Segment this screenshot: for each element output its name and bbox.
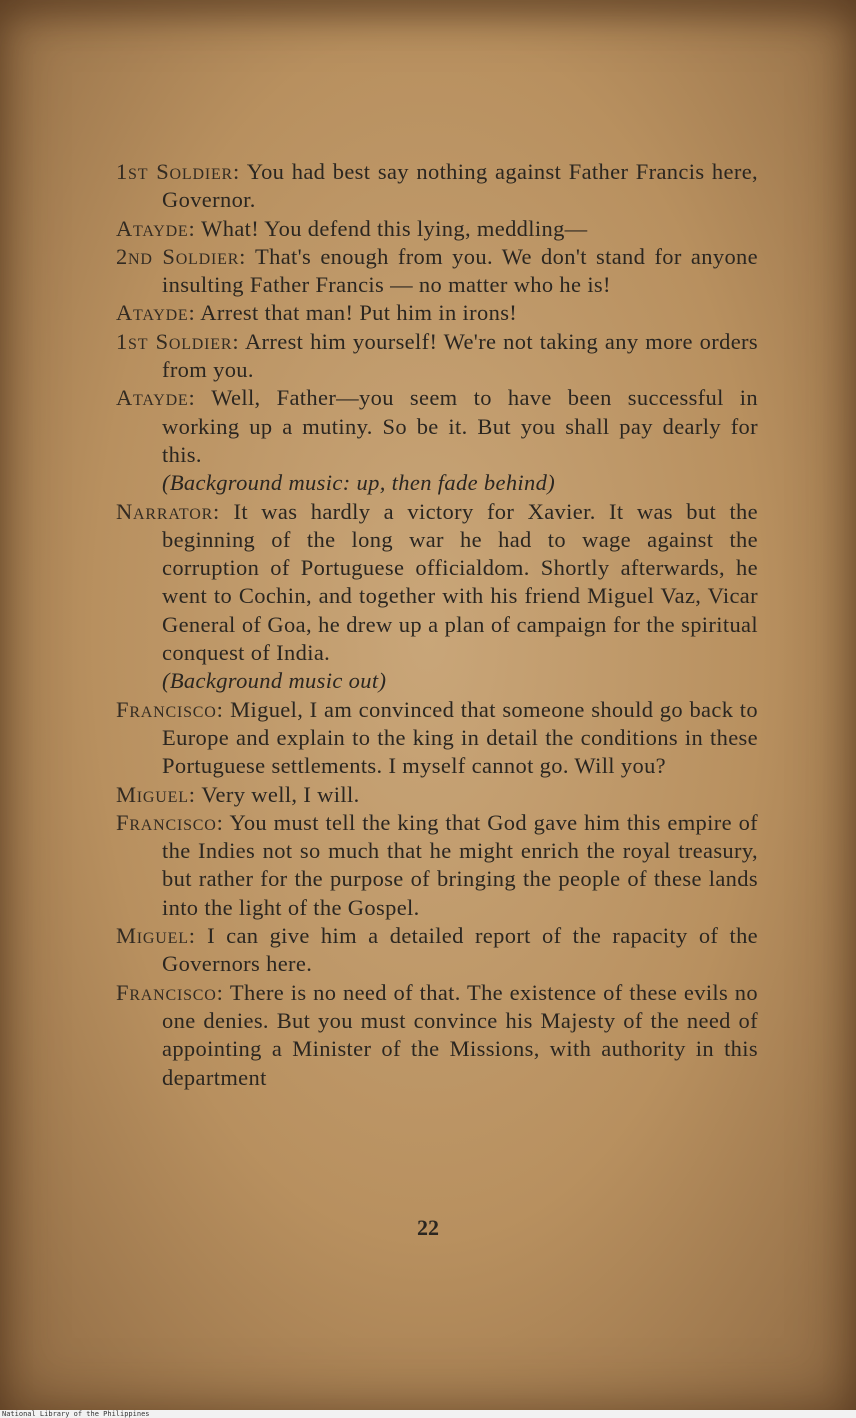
dialogue-line [116, 809, 758, 922]
dialogue-text: You had best say nothing against Father Francis here, Governor. [162, 159, 759, 213]
speaker-name: Atayde: [116, 300, 196, 326]
speaker-name: Miguel: [116, 781, 196, 807]
dialogue-line [116, 696, 758, 781]
play-script-text [116, 158, 758, 1092]
dialogue-text: Arrest him yourself! We're not taking any more orders from you. [162, 328, 758, 383]
speaker-name: Miguel: [116, 923, 196, 949]
dialogue-line [116, 215, 758, 243]
dialogue-line [116, 299, 758, 327]
stage-direction: (Background music out) [162, 668, 387, 694]
dialogue-line [116, 243, 758, 300]
speaker-name: Francisco: [116, 809, 224, 835]
dialogue-line [116, 781, 758, 809]
speaker-name: Narrator: [116, 498, 221, 524]
stage-direction: (Background music: up, then fade behind) [162, 470, 556, 496]
dialogue-line [116, 384, 758, 469]
dialogue-line [116, 498, 758, 668]
dialogue-text: It was hardly a victory for Xavier. It was but the beginning of the long war he had to wage against the corruption of Portuguese officialdom. Shortly afterwards, he went to Cochin, and together with his friend Miguel Vaz, Vicar General of Goa, he drew up a plan of campaign for the spiritual conquest of India. [162, 498, 758, 666]
dialogue-text: Well, Father—you seem to have been successful in working up a mutiny. So be it. But you shall pay dearly for this. [162, 385, 758, 467]
speaker-name: Francisco: [116, 696, 224, 722]
dialogue-line [116, 979, 758, 1092]
dialogue-line [116, 922, 758, 979]
page-number: 22 [417, 1215, 439, 1240]
speaker-name: Francisco: [116, 979, 224, 1005]
scan-footer [0, 1410, 856, 1418]
speaker-name: 1st Soldier: [116, 159, 241, 184]
dialogue-text: Arrest that man! Put him in irons! [200, 300, 518, 326]
dialogue-text: What! You defend this lying, meddling— [201, 215, 588, 241]
speaker-name: 2nd Soldier: [116, 243, 247, 269]
dialogue-text: You must tell the king that God gave him this empire of the Indies not so much that he might enrich the royal treasury, but rather for the purpose of bringing the people of these lands into the light of the Gospel. [162, 809, 759, 920]
dialogue-text: That's enough from you. We don't stand for anyone insulting Father Francis — no matter who he is! [162, 243, 758, 298]
dialogue-text: I can give him a detailed report of the rapacity of the Governors here. [162, 923, 759, 977]
dialogue-text: Very well, I will. [201, 781, 360, 807]
speaker-name: Atayde: [116, 215, 196, 241]
speaker-name: 1st Soldier: [116, 328, 240, 354]
dialogue-line [116, 328, 758, 385]
speaker-name: Atayde: [116, 385, 196, 411]
footer-credit: National Library of the Philippines [2, 1410, 150, 1418]
dialogue-text: There is no need of that. The existence of these evils no one denies. But you must convince his Majesty of the need of appointing a Minister of the Missions, with authority in this department [162, 979, 758, 1090]
dialogue-text: Miguel, I am convinced that someone should go back to Europe and explain to the king in detail the conditions in these Portuguese settlements. I myself cannot go. Will you? [162, 696, 758, 779]
dialogue-line [116, 158, 758, 215]
